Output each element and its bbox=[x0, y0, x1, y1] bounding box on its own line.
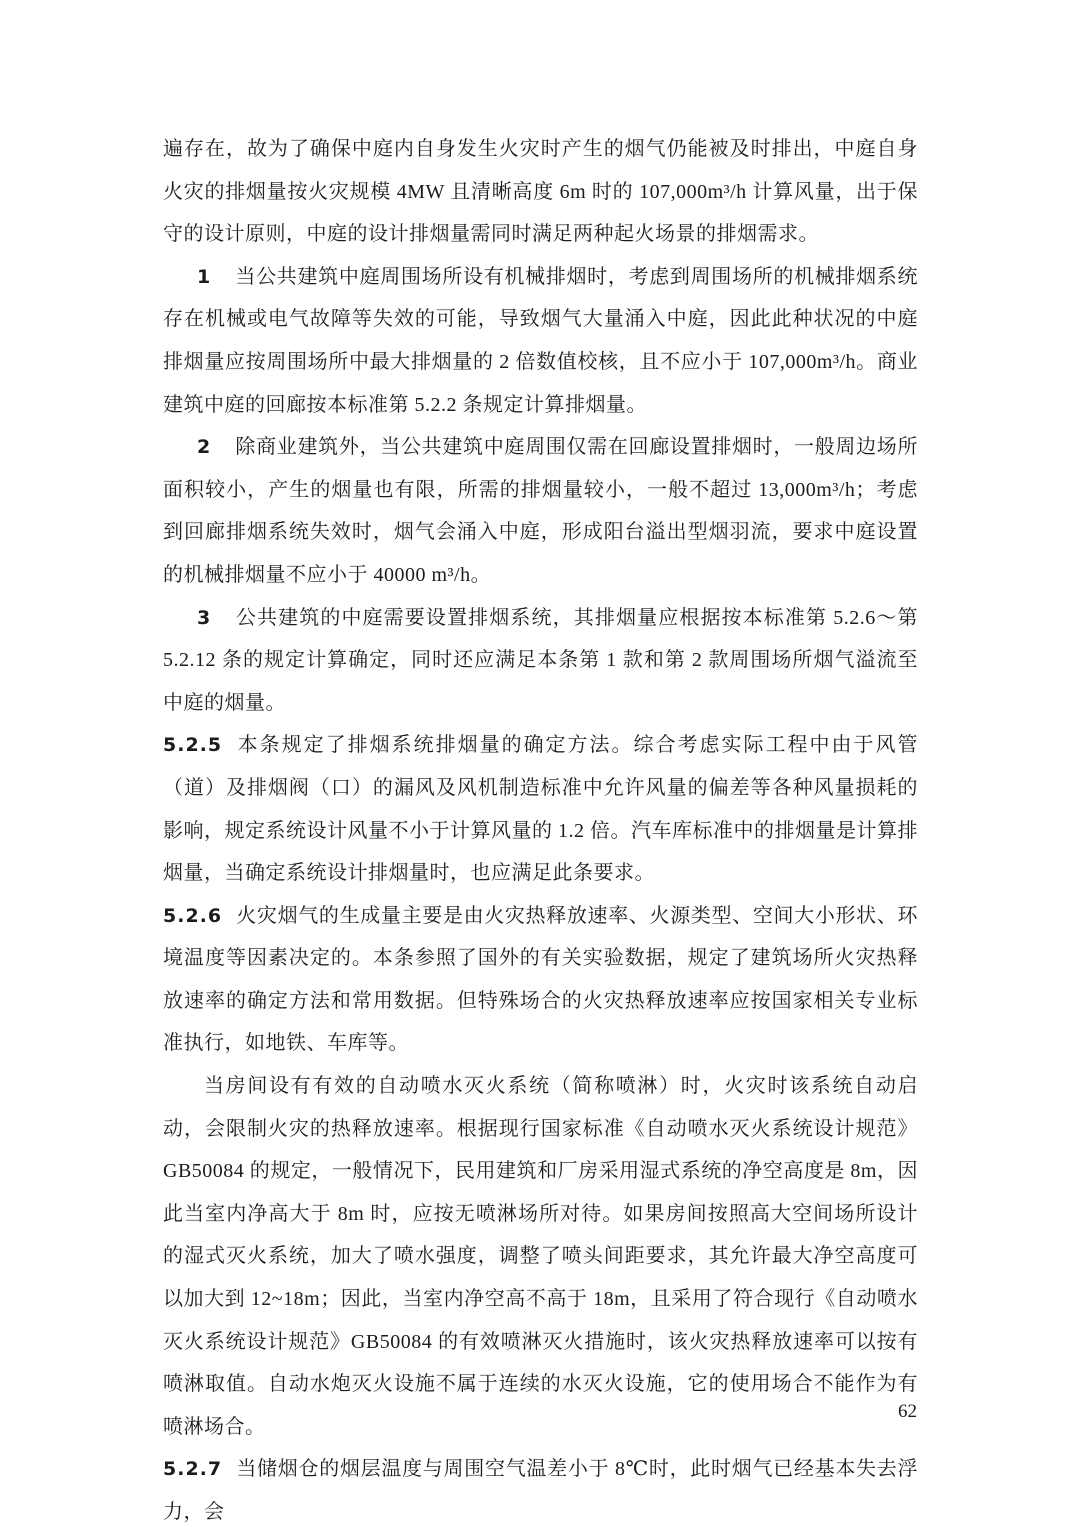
clause-number: 5.2.5 bbox=[163, 734, 223, 757]
paragraph-text: 当公共建筑中庭周围场所设有机械排烟时，考虑到周围场所的机械排烟系统存在机械或电气故障等失效的可能，导致烟气大量涌入中庭，因此此种状况的中庭排烟量应按周围场所中最大排烟量的 2 倍数值校核，且不应小于 107,000m³/h。商业建筑中庭的回廊按本标准第 5.2.2 条规定计算排烟量。 bbox=[163, 265, 918, 416]
paragraph-text: 遍存在，故为了确保中庭内自身发生火灾时产生的烟气仍能被及时排出，中庭自身火灾的排烟量按火灾规模 4MW 且清晰高度 6m 时的 107,000m³/h 计算风量，出于保守的设计原则，中庭的设计排烟量需同时满足两种起火场景的排烟需求。 bbox=[163, 138, 918, 246]
clause-paragraph bbox=[163, 895, 918, 1065]
body-paragraph bbox=[163, 1065, 918, 1448]
numbered-item-paragraph bbox=[163, 256, 918, 426]
clause-paragraph bbox=[163, 724, 918, 894]
paragraph-text: 火灾烟气的生成量主要是由火灾热释放速率、火源类型、空间大小形状、环境温度等因素决定的。本条参照了国外的有关实验数据，规定了建筑场所火灾热释放速率的确定方法和常用数据。但特殊场合的火灾热释放速率应按国家相关专业标准执行，如地铁、车库等。 bbox=[163, 904, 918, 1055]
item-number: 1 bbox=[197, 265, 212, 288]
item-number: 3 bbox=[197, 606, 212, 629]
paragraph-text: 本条规定了排烟系统排烟量的确定方法。综合考虑实际工程中由于风管（道）及排烟阀（口）的漏风及风机制造标准中允许风量的偏差等各种风量损耗的影响，规定系统设计风量不小于计算风量的 1.2 倍。汽车库标准中的排烟量是计算排烟量，当确定系统设计排烟量时，也应满足此条要求。 bbox=[163, 734, 918, 885]
document-body bbox=[163, 128, 918, 1527]
page-footer bbox=[898, 1398, 917, 1426]
clause-number: 5.2.7 bbox=[163, 1458, 223, 1481]
numbered-item-paragraph bbox=[163, 597, 918, 725]
clause-paragraph bbox=[163, 1448, 918, 1527]
paragraph-text: 除商业建筑外，当公共建筑中庭周围仅需在回廊设置排烟时，一般周边场所面积较小，产生的烟量也有限，所需的排烟量较小，一般不超过 13,000m³/h；考虑到回廊排烟系统失效时，烟气会涌入中庭，形成阳台溢出型烟羽流，要求中庭设置的机械排烟量不应小于 40000 m³/h。 bbox=[163, 436, 918, 586]
numbered-item-paragraph bbox=[163, 426, 918, 596]
paragraph-text: 公共建筑的中庭需要设置排烟系统，其排烟量应根据按本标准第 5.2.6～第 5.2.12 条的规定计算确定，同时还应满足本条第 1 款和第 2 款周围场所烟气溢流至中庭的烟量。 bbox=[163, 606, 918, 714]
clause-number: 5.2.6 bbox=[163, 904, 223, 927]
paragraph-text: 当储烟仓的烟层温度与周围空气温差小于 8℃时，此时烟气已经基本失去浮力，会 bbox=[163, 1458, 918, 1523]
page-number: 62 bbox=[898, 1401, 917, 1422]
item-number: 2 bbox=[197, 436, 212, 459]
paragraph-text: 当房间设有有效的自动喷水灭火系统（简称喷淋）时，火灾时该系统自动启动，会限制火灾的热释放速率。根据现行国家标准《自动喷水灭火系统设计规范》GB50084 的规定，一般情况下，民用建筑和厂房采用湿式系统的净空高度是 8m，因此当室内净高大于 8m 时，应按无喷淋场所对待。如果房间按照高大空间场所设计的湿式灭火系统，加大了喷水强度，调整了喷头间距要求，其允许最大净空高度可以加大到 12~18m；因此，当室内净空高不高于 18m，且采用了符合现行《自动喷水灭火系统设计规范》GB50084 的有效喷淋灭火措施时，该火灾热释放速率可以按有喷淋取值。自动水炮灭火设施不属于连续的水灭火设施，它的使用场合不能作为有喷淋场合。 bbox=[163, 1075, 918, 1438]
body-paragraph bbox=[163, 128, 918, 256]
